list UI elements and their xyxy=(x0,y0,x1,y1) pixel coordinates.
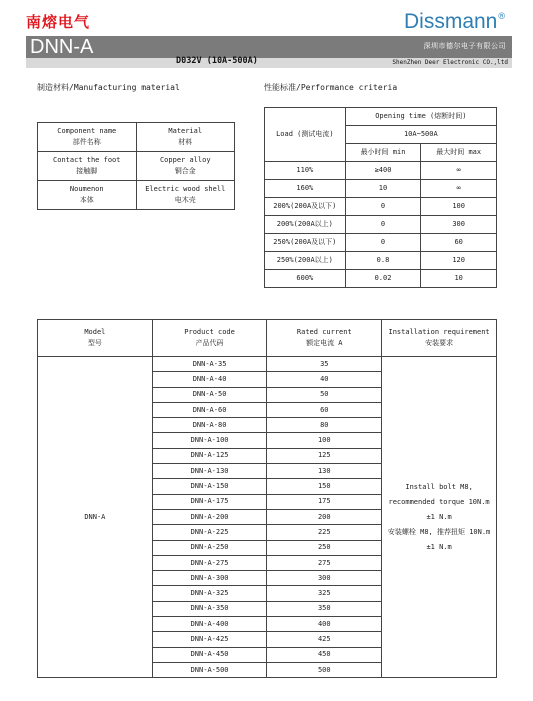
min-time-header: 最小时间 min xyxy=(345,144,421,162)
product-code-cell: DNN-A-100 xyxy=(152,433,267,448)
product-code-cell: DNN-A-300 xyxy=(152,571,267,586)
max-cell: ∞ xyxy=(421,162,497,180)
product-code-cell: DNN-A-450 xyxy=(152,647,267,662)
max-cell: 60 xyxy=(421,234,497,252)
table-row xyxy=(265,252,497,270)
min-cell: 0 xyxy=(345,234,421,252)
table-row xyxy=(265,234,497,252)
material-header-row xyxy=(38,123,235,152)
company-name-en: ShenZhen Deer Electronic CO.,ltd xyxy=(392,59,508,66)
load-header: Load (测试电流) xyxy=(265,108,346,162)
rated-current-cell: 300 xyxy=(267,571,382,586)
rated-current-cell: 60 xyxy=(267,402,382,417)
table-row xyxy=(265,198,497,216)
max-cell: ∞ xyxy=(421,180,497,198)
rated-current-cell: 40 xyxy=(267,372,382,387)
rated-current-cell: 100 xyxy=(267,433,382,448)
model-header: Model 型号 xyxy=(38,320,153,357)
min-cell: 0 xyxy=(345,216,421,234)
product-table xyxy=(37,319,497,678)
min-cell: 0.8 xyxy=(345,252,421,270)
max-cell: 300 xyxy=(421,216,497,234)
load-cell: 110% xyxy=(265,162,346,180)
load-cell: 200%(200A及以下) xyxy=(265,198,346,216)
material-material-cell: Electric wood shell 电木壳 xyxy=(136,181,234,210)
material-table xyxy=(37,122,235,210)
performance-table xyxy=(264,107,497,288)
max-cell: 120 xyxy=(421,252,497,270)
company-name-cn: 深圳市德尔电子有限公司 xyxy=(423,42,506,50)
load-cell: 160% xyxy=(265,180,346,198)
rated-current-cell: 350 xyxy=(267,601,382,616)
product-code-header: Product code 产品代码 xyxy=(152,320,267,357)
max-cell: 100 xyxy=(421,198,497,216)
min-cell: 10 xyxy=(345,180,421,198)
rated-current-header: Rated current 额定电流 A xyxy=(267,320,382,357)
load-cell: 250%(200A以上) xyxy=(265,252,346,270)
material-component-cell: Contact the foot 接触脚 xyxy=(38,152,137,181)
product-code-cell: DNN-A-150 xyxy=(152,479,267,494)
opening-time-header: Opening time (熔断时间) xyxy=(345,108,496,126)
table-row xyxy=(265,216,497,234)
product-code-cell: DNN-A-425 xyxy=(152,632,267,647)
rated-current-cell: 325 xyxy=(267,586,382,601)
table-row xyxy=(38,357,497,372)
product-code-cell: DNN-A-80 xyxy=(152,418,267,433)
product-code-cell: DNN-A-350 xyxy=(152,601,267,616)
header-band xyxy=(26,36,512,68)
rated-current-cell: 250 xyxy=(267,540,382,555)
product-code-cell: DNN-A-500 xyxy=(152,662,267,677)
max-cell: 10 xyxy=(421,270,497,288)
product-code-cell: DNN-A-125 xyxy=(152,448,267,463)
table-row xyxy=(38,152,235,181)
rated-current-cell: 275 xyxy=(267,555,382,570)
rated-current-cell: 500 xyxy=(267,662,382,677)
model-line: D032V (10A-500A) xyxy=(176,56,258,66)
rated-current-cell: 400 xyxy=(267,617,382,632)
registered-mark: ® xyxy=(498,11,506,21)
install-requirement-header: Installation requirement 安装要求 xyxy=(382,320,497,357)
rated-current-cell: 125 xyxy=(267,448,382,463)
model-cell: DNN-A xyxy=(38,357,153,678)
logo-cn: 南熔电气 xyxy=(26,13,91,31)
logo-en-text: Dissmann xyxy=(404,10,498,33)
product-code-cell: DNN-A-40 xyxy=(152,372,267,387)
rated-current-cell: 80 xyxy=(267,418,382,433)
rated-current-cell: 425 xyxy=(267,632,382,647)
install-requirement-cell: Install bolt M8, recommended torque 10N.m ±1 N.m 安装螺栓 M8, 推荐扭矩 10N.m ±1 N.m xyxy=(382,357,497,678)
product-code-cell: DNN-A-275 xyxy=(152,555,267,570)
table-row xyxy=(265,162,497,180)
rated-current-cell: 130 xyxy=(267,464,382,479)
product-header-row xyxy=(38,320,497,357)
logo-dissmann xyxy=(404,10,504,34)
table-row xyxy=(265,180,497,198)
table-row xyxy=(265,270,497,288)
rated-current-cell: 150 xyxy=(267,479,382,494)
min-cell: 0 xyxy=(345,198,421,216)
rated-current-cell: 200 xyxy=(267,509,382,524)
product-code-cell: DNN-A-175 xyxy=(152,494,267,509)
series-title: DNN-A xyxy=(30,36,94,58)
load-cell: 250%(200A及以下) xyxy=(265,234,346,252)
material-component-cell: Noumenon 本体 xyxy=(38,181,137,210)
rated-current-cell: 450 xyxy=(267,647,382,662)
rated-current-cell: 225 xyxy=(267,525,382,540)
material-material-cell: Copper alloy 铜合金 xyxy=(136,152,234,181)
min-cell: ≥400 xyxy=(345,162,421,180)
product-code-cell: DNN-A-400 xyxy=(152,617,267,632)
performance-section-title: 性能标准/Performance criteria xyxy=(264,83,398,92)
table-row xyxy=(38,181,235,210)
material-header-component: Component name 部件名称 xyxy=(38,123,137,152)
performance-header-row xyxy=(265,108,497,126)
current-range: 10A~500A xyxy=(345,126,496,144)
product-code-cell: DNN-A-130 xyxy=(152,464,267,479)
product-code-cell: DNN-A-325 xyxy=(152,586,267,601)
product-code-cell: DNN-A-35 xyxy=(152,357,267,372)
product-code-cell: DNN-A-60 xyxy=(152,402,267,417)
rated-current-cell: 50 xyxy=(267,387,382,402)
load-cell: 200%(200A以上) xyxy=(265,216,346,234)
rated-current-cell: 35 xyxy=(267,357,382,372)
product-code-cell: DNN-A-200 xyxy=(152,509,267,524)
min-cell: 0.02 xyxy=(345,270,421,288)
product-code-cell: DNN-A-50 xyxy=(152,387,267,402)
load-cell: 600% xyxy=(265,270,346,288)
material-header-material: Material 材料 xyxy=(136,123,234,152)
product-code-cell: DNN-A-250 xyxy=(152,540,267,555)
max-time-header: 最大时间 max xyxy=(421,144,497,162)
product-code-cell: DNN-A-225 xyxy=(152,525,267,540)
material-section-title: 制造材料/Manufacturing material xyxy=(37,83,180,92)
rated-current-cell: 175 xyxy=(267,494,382,509)
